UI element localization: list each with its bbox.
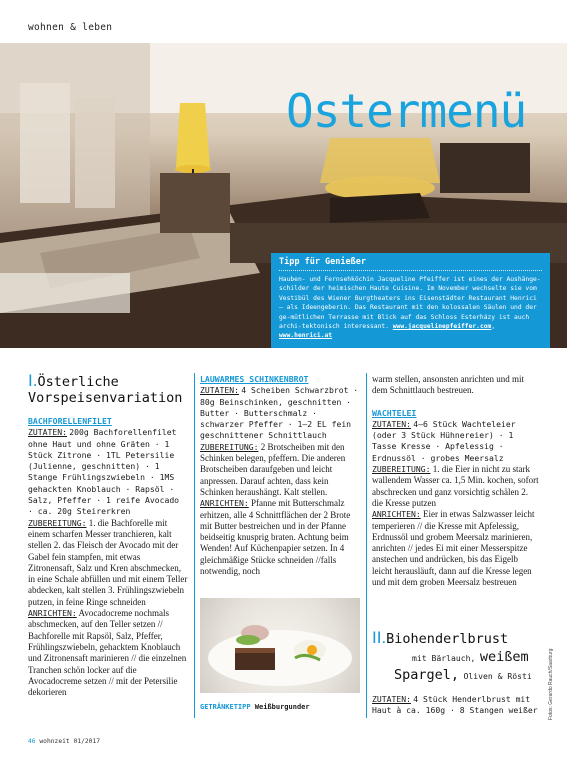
tip-body: Hauben- und Fernsehköchin Jacqueline Pfeiffer ist eines der Aushänge-schilder der heimischen Haute Cuisine. Im November wechselte sie vom Vestibül des Wiener Burgtheaters ins Eisenstädter Restaurant Henrici – als Ideengeberin. Das Restaurant mit den kolossalen Säulen und der ge-mütlichen Terrasse mit Blick auf das Schloss Esterházy ist auch archi-tektonisch interessant.	[279, 276, 541, 331]
zubereitung-label: ZUBEREITUNG:	[200, 441, 259, 452]
zutaten-text: 4 Stück Henderlbrust mit Haut à ca. 160g · 8 Stangen weißer	[372, 694, 538, 716]
column-1	[28, 371, 188, 698]
dish-name-bachforelle: BACHFORELLENFILET	[28, 416, 112, 426]
title-part-big: Spargel,	[394, 667, 460, 683]
zubereitung-text: 2 Brotscheiben mit den Schinken belegen, pfeffern. Die anderen Brotscheiben daraufgeben und leicht anpressen. Darauf achten, dass kein Schinken heraushängt. Kalt stellen.	[200, 441, 346, 497]
tip-link-2[interactable]: www.henrici.at	[279, 332, 333, 340]
section-tag: wohnen & leben	[28, 22, 113, 33]
zubereitung-label: ZUBEREITUNG:	[372, 464, 431, 475]
zutaten-label: ZUTATEN:	[28, 427, 67, 438]
zubereitung-label: ZUBEREITUNG:	[28, 517, 87, 528]
recipe-prep-3	[372, 464, 540, 509]
anrichten-label: ANRICHTEN:	[200, 498, 249, 509]
zutaten-text: 4–6 Stück Wachteleier (oder 3 Stück Hühnereier) · 1 Tasse Kresse · Apfelessig · Erdnussöl · grobes Meersalz	[372, 418, 516, 463]
column-divider-2	[366, 373, 367, 718]
recipe-prep-1	[28, 518, 188, 608]
zubereitung-text: 1. die Bachforelle mit einem scharfen Messer tranchieren, kalt stellen 2. das Fleisch der Avocado mit der Gabel fein stampfen, mit etwas Zitronensaft, Salz und Kren abschmecken, in eine Schale abfüllen und mit einem Teller abdecken, kalt stellen 3. Frühlingszwiebeln putzen, in feine Ringe schneiden	[28, 517, 188, 607]
title-part-big: weißem	[479, 649, 529, 665]
section-1-heading	[28, 371, 188, 406]
title-part: mit Bärlauch,	[412, 653, 476, 663]
photo-credit: Fotos: Gerardo Rauch/Saarburg	[548, 648, 554, 720]
zutaten-label: ZUTATEN:	[372, 418, 411, 429]
caption-value: Weißburgunder	[254, 703, 310, 711]
anrichten-text: Pfanne mit Butterschmalz erhitzen, alle 4 Schnittflächen der 2 Brote mit Butter bestreichen und in der Pfanne beidseitig knusprig braten. Achtung beim Wenden! Auf Küchenpapier setzen. In 4 gleichmäßige Stücke schneiden //falls notwendig, noch	[200, 498, 351, 577]
recipe-plating-1	[28, 608, 188, 698]
drink-tip-caption	[200, 703, 310, 711]
recipe-ingredients-3	[372, 419, 540, 464]
zutaten-label: ZUTATEN:	[200, 385, 239, 396]
dish-name-wachtelei: WACHTELEI	[372, 407, 417, 418]
section-1-numeral: I.	[28, 371, 38, 390]
recipe-plating-2	[200, 498, 363, 577]
recipe-prep-2	[200, 442, 363, 498]
page-footer	[28, 738, 100, 745]
recipe-ingredients-section-2	[372, 694, 547, 717]
zubereitung-text: 1. die Eier in nicht zu stark wallendem Wasser ca. 1,5 Min. kochen, sofort abschrecken und ganz vorsichtig schälen 2. die Kresse putzen	[372, 464, 539, 508]
anrichten-text: Eier in etwas Salzwasser leicht temperieren // die Kresse mit Apfelessig, Erdnussöl und grobem Meersalz marinieren, anrichten // jedes Ei mit einer Messerspitze anstechen und andrücken, bis das Eigelb leicht herausläuft, dann auf die Kresse legen und mit dem groben Meersalz bestreuen	[372, 509, 535, 588]
section-2-title-line-1: Biohenderlbrust	[386, 631, 509, 647]
zutaten-text: 4 Scheiben Schwarzbrot · 80g Beinschinken, geschnitten · Butter · Butterschmalz · schwarzer Pfeffer · 1–2 EL fein geschnittener Schnittlauch	[200, 385, 359, 441]
title-part: Oliven & Rösti	[463, 671, 532, 681]
recipe-ingredients-1	[28, 427, 188, 517]
recipe-plating-3	[372, 509, 540, 588]
column-3	[372, 374, 540, 588]
section-2-heading	[372, 628, 547, 648]
caption-label: GETRÄNKETIPP	[200, 703, 251, 711]
zutaten-label: ZUTATEN:	[372, 694, 411, 704]
tip-heading: Tipp für Genießer	[279, 257, 366, 267]
anrichten-text: Avocadocreme nochmals abschmecken, auf den Teller setzen // Bachforelle mit Rapsöl, Salz, Pfeffer, Frühlingszwiebeln, gehacktem Knoblauch und Zitronensaft marinieren // die einzelnen Tranchen schön locker auf die Avocadocreme setzen // mit der Petersilie dekorieren	[28, 608, 187, 698]
food-illustration	[200, 598, 360, 693]
section-2-numeral: II.	[372, 628, 387, 647]
tip-link-1[interactable]: www.jacquelinepfeiffer.com	[392, 323, 492, 331]
column-divider-1	[194, 373, 195, 718]
section-1-title: Österliche Vorspeisenvariation	[28, 374, 183, 406]
zutaten-text: 200g Bachforellenfilet ohne Haut und ohne Gräten · 1 Stück Zitrone · 1TL Petersilie (Julienne, geschnitten) · 1 Stange Frühlingszwiebeln · 1MS gehackten Knoblauch · Rapsöl · Salz, Pfeffer · 1 reife Avocado · ca. 20g Steirerkren	[28, 427, 180, 517]
continuation-text: warm stellen, ansonsten anrichten und mit dem Schnittlauch bestreuen.	[372, 374, 524, 396]
column-2	[200, 374, 363, 577]
food-photo	[200, 598, 360, 693]
section-2-title-line-2	[372, 648, 547, 666]
section-2-title-line-3	[372, 666, 547, 684]
anrichten-label: ANRICHTEN:	[28, 608, 77, 619]
page-number: 46	[28, 738, 36, 745]
tip-divider	[279, 270, 542, 271]
tip-text-block: Hauben- und Fernsehköchin Jacqueline Pfeiffer ist eines der Aushänge-schilder der heimischen Haute Cuisine. Im November wechselte sie vom Vestibül des Wiener Burgtheaters ins Eisenstädter Restaurant Henrici – als Ideengeberin. Das Restaurant mit den kolossalen Säulen und der ge-mütlichen Terrasse mit Blick auf das Schloss Esterházy ist auch archi-tektonisch interessant. www.jacquelinepfeiffer.com, www.henrici.at	[279, 276, 541, 340]
dish-name-schinkenbrot: LAUWARMES SCHINKENBROT	[200, 374, 309, 384]
magazine-issue: wohnzeit 01/2017	[39, 738, 101, 745]
section-2	[372, 628, 547, 717]
tip-box	[271, 253, 550, 348]
page-title: Ostermenü	[286, 84, 527, 138]
recipe-ingredients-2	[200, 385, 363, 441]
anrichten-label: ANRICHTEN:	[372, 509, 421, 520]
